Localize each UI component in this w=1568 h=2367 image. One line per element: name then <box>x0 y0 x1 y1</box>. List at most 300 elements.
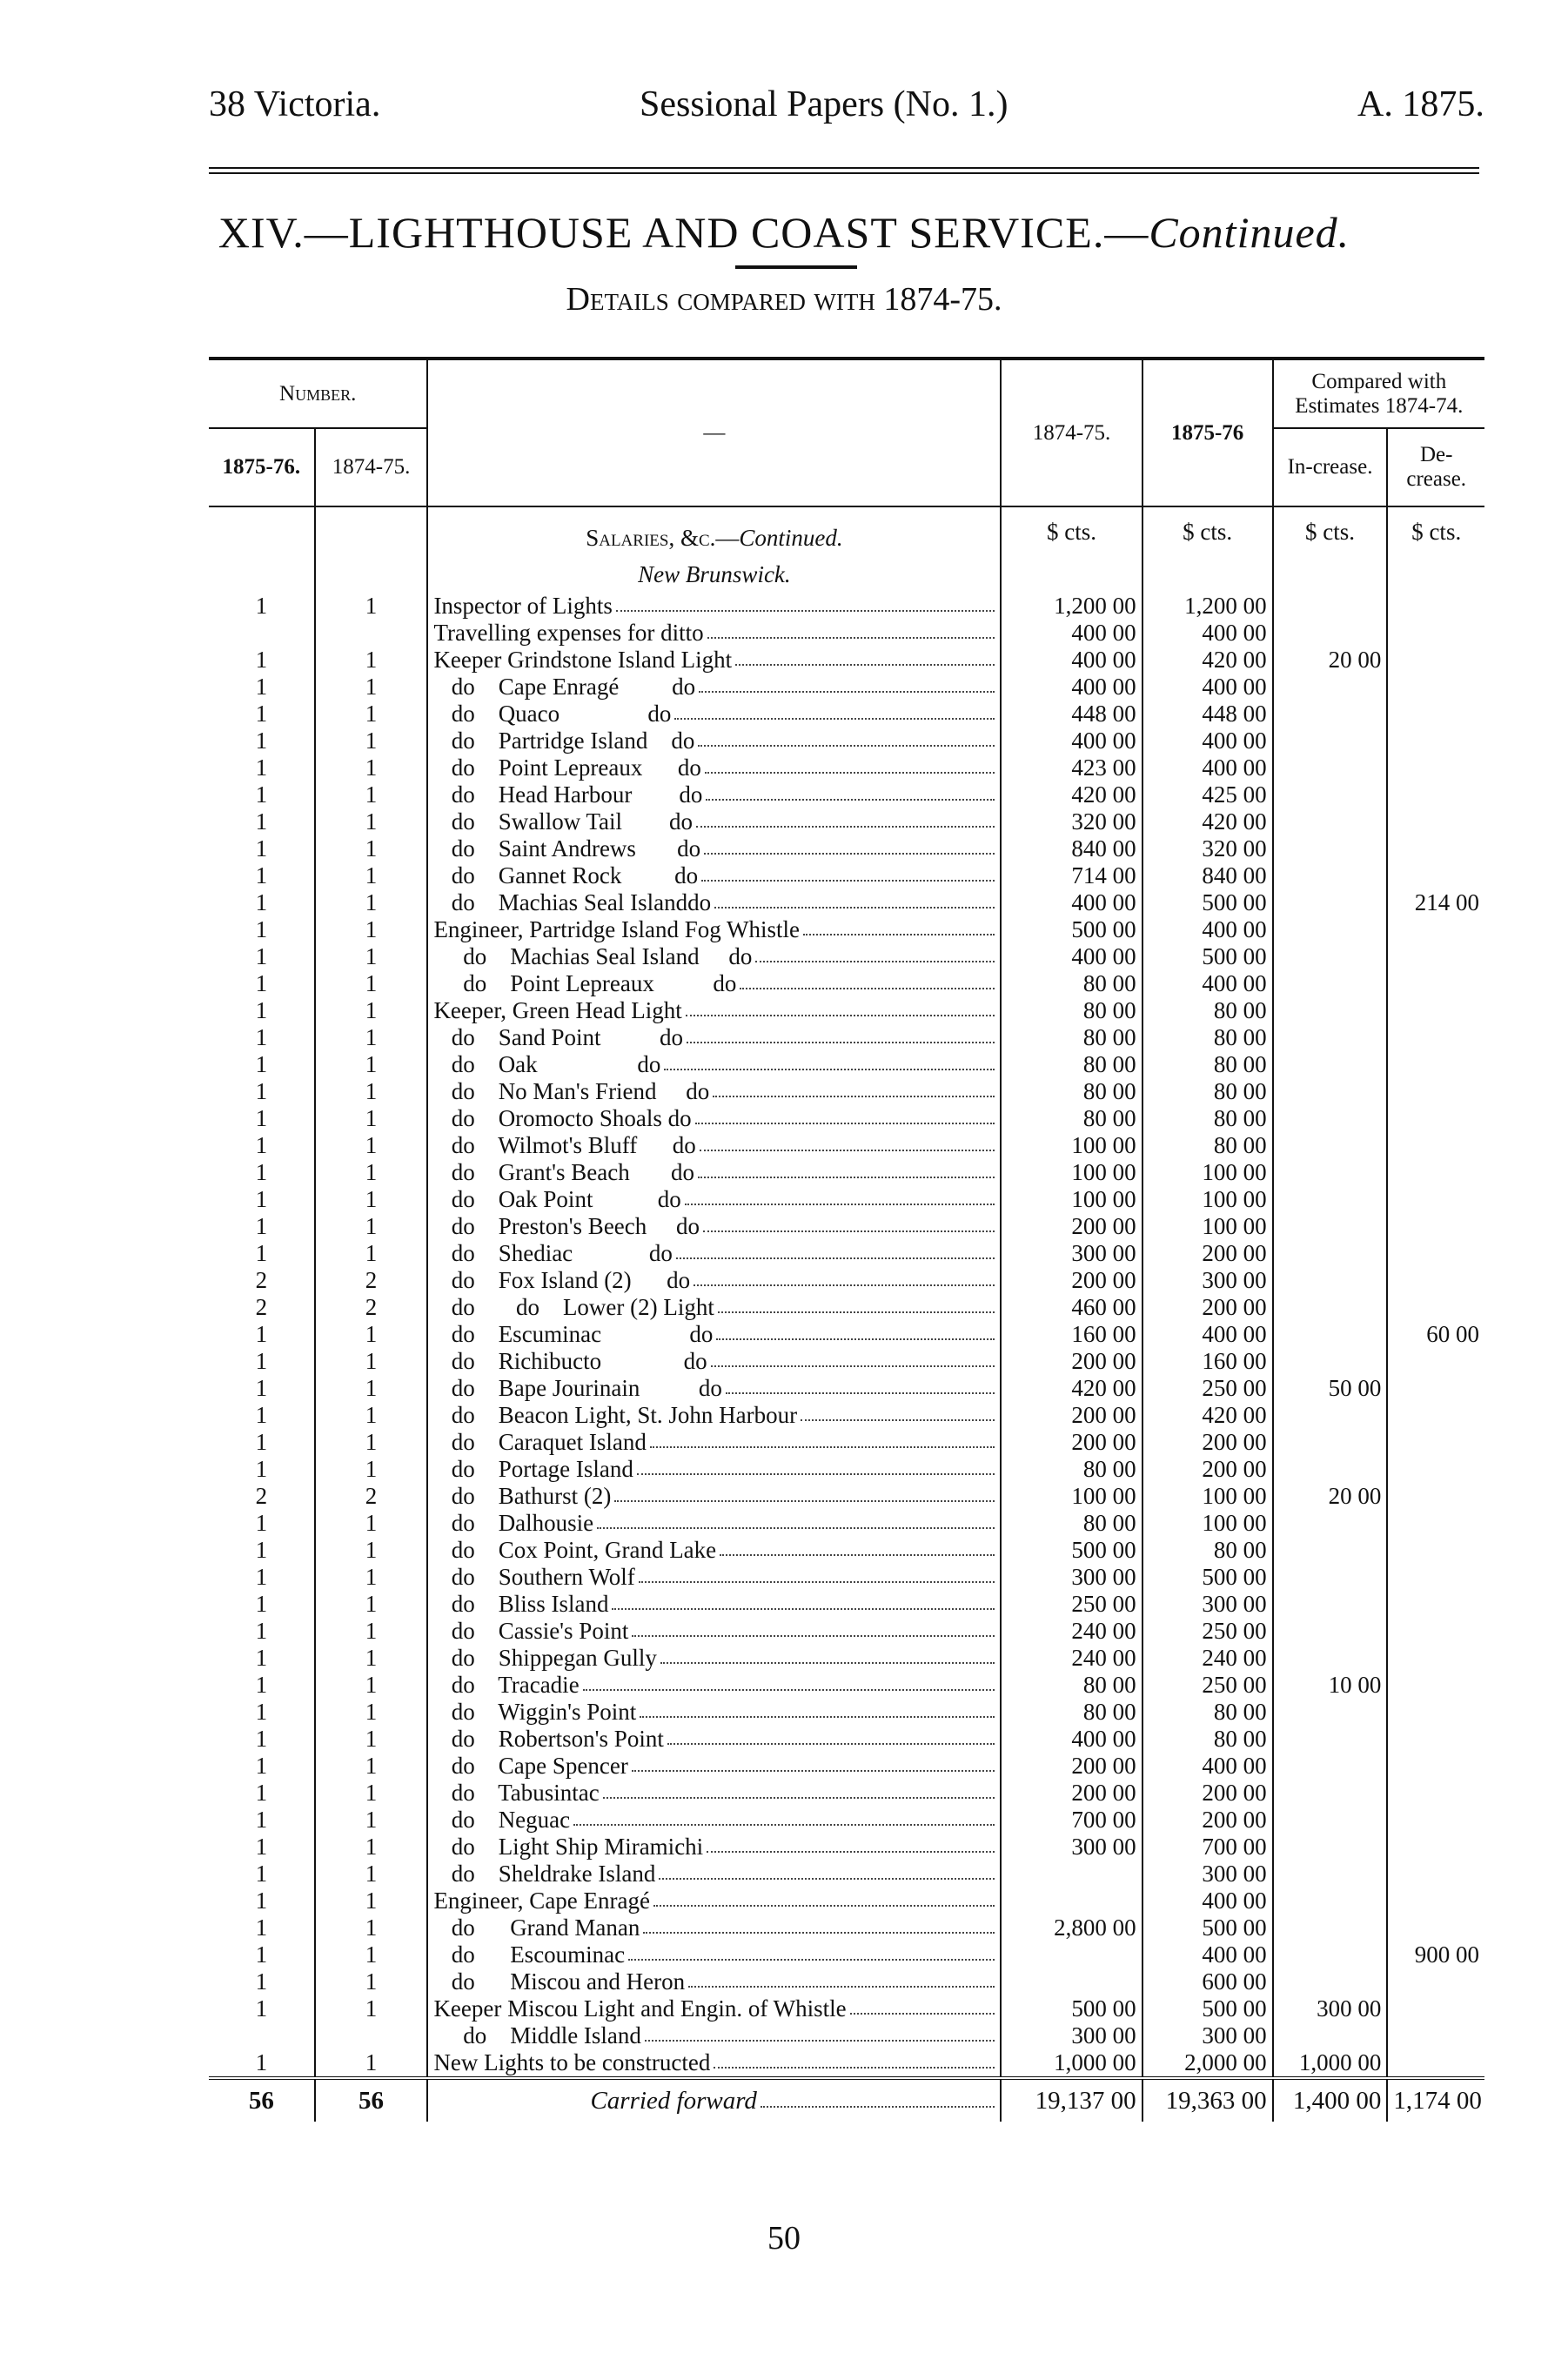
row-amount-1875-76: 240 00 <box>1142 1645 1273 1672</box>
row-amount-1875-76: 300 00 <box>1142 2022 1273 2049</box>
row-decrease <box>1387 1699 1484 1726</box>
row-number-1875-76: 1 <box>209 916 315 943</box>
row-description: Keeper Miscou Light and Engin. of Whistle <box>427 1995 1001 2022</box>
row-amount-1875-76: 80 00 <box>1142 1699 1273 1726</box>
row-number-1875-76: 1 <box>209 1753 315 1780</box>
row-number-1875-76: 1 <box>209 674 315 701</box>
row-number-1874-75: 1 <box>315 1024 428 1051</box>
section-heading-row <box>209 506 1484 556</box>
row-increase <box>1273 593 1388 620</box>
row-amount-1874-75: 423 00 <box>1001 754 1142 781</box>
row-description: do Point Lepreaux do <box>427 754 1001 781</box>
row-increase <box>1273 997 1388 1024</box>
row-description: do Richibucto do <box>427 1348 1001 1375</box>
row-amount-1874-75: 300 00 <box>1001 1240 1142 1267</box>
row-decrease <box>1387 1240 1484 1267</box>
row-amount-1874-75: 240 00 <box>1001 1618 1142 1645</box>
row-description: do Gannet Rock do <box>427 862 1001 889</box>
row-number-1874-75: 1 <box>315 1645 428 1672</box>
row-number-1874-75: 1 <box>315 808 428 835</box>
row-description: do Wiggin's Point <box>427 1699 1001 1726</box>
row-description: Travelling expenses for ditto <box>427 620 1001 647</box>
row-amount-1875-76: 80 00 <box>1142 1051 1273 1078</box>
table-row <box>209 1429 1484 1456</box>
row-amount-1875-76: 100 00 <box>1142 1213 1273 1240</box>
row-number-1875-76: 1 <box>209 1051 315 1078</box>
row-number-1875-76: 1 <box>209 808 315 835</box>
total-row <box>209 2078 1484 2122</box>
row-number-1874-75: 2 <box>315 1483 428 1510</box>
table-row <box>209 674 1484 701</box>
section-heading-continued: Continued. <box>739 524 843 551</box>
row-number-1875-76: 1 <box>209 1375 315 1402</box>
table-row <box>209 1213 1484 1240</box>
row-amount-1875-76: 700 00 <box>1142 1834 1273 1861</box>
row-increase <box>1273 1456 1388 1483</box>
row-number-1875-76: 1 <box>209 1159 315 1186</box>
row-amount-1875-76: 300 00 <box>1142 1861 1273 1888</box>
row-number-1874-75: 1 <box>315 889 428 916</box>
row-amount-1875-76: 400 00 <box>1142 1888 1273 1914</box>
row-increase: 1,000 00 <box>1273 2049 1388 2078</box>
row-increase <box>1273 1618 1388 1645</box>
row-number-1874-75: 1 <box>315 1834 428 1861</box>
row-amount-1874-75: 200 00 <box>1001 1402 1142 1429</box>
total-n76: 56 <box>209 2078 315 2122</box>
row-number-1875-76: 1 <box>209 862 315 889</box>
page-title: XIV.—LIGHTHOUSE AND COAST SERVICE.—Continued. <box>218 208 1350 257</box>
table-row <box>209 1294 1484 1321</box>
row-number-1875-76: 1 <box>209 593 315 620</box>
row-increase <box>1273 1348 1388 1375</box>
row-decrease <box>1387 1726 1484 1753</box>
row-amount-1875-76: 448 00 <box>1142 701 1273 728</box>
table-row <box>209 1753 1484 1780</box>
section-heading: Salaries, &c.— <box>586 524 740 551</box>
row-number-1875-76: 1 <box>209 1618 315 1645</box>
row-amount-1875-76: 400 00 <box>1142 1321 1273 1348</box>
row-amount-1874-75: 500 00 <box>1001 1995 1142 2022</box>
table-row <box>209 2049 1484 2078</box>
row-amount-1874-75: 500 00 <box>1001 916 1142 943</box>
row-increase <box>1273 1941 1388 1968</box>
row-decrease <box>1387 943 1484 970</box>
row-number-1874-75: 1 <box>315 943 428 970</box>
row-amount-1875-76: 80 00 <box>1142 1537 1273 1564</box>
n76-heading: 1875-76. <box>209 428 315 506</box>
table-row <box>209 754 1484 781</box>
row-amount-1874-75: 100 00 <box>1001 1186 1142 1213</box>
row-decrease <box>1387 1402 1484 1429</box>
table-row <box>209 970 1484 997</box>
row-decrease <box>1387 1132 1484 1159</box>
row-description: do Escouminac <box>427 1941 1001 1968</box>
row-decrease <box>1387 647 1484 674</box>
table-row <box>209 1510 1484 1537</box>
row-amount-1875-76: 80 00 <box>1142 997 1273 1024</box>
row-number-1875-76: 1 <box>209 970 315 997</box>
row-amount-1874-75: 200 00 <box>1001 1267 1142 1294</box>
row-amount-1875-76: 500 00 <box>1142 889 1273 916</box>
row-amount-1875-76: 2,000 00 <box>1142 2049 1273 2078</box>
table-row <box>209 1348 1484 1375</box>
row-increase <box>1273 1402 1388 1429</box>
row-number-1875-76: 1 <box>209 1995 315 2022</box>
row-number-1875-76: 1 <box>209 1348 315 1375</box>
row-amount-1875-76: 80 00 <box>1142 1726 1273 1753</box>
row-amount-1875-76: 400 00 <box>1142 754 1273 781</box>
row-number-1874-75: 2 <box>315 1267 428 1294</box>
total-v75: 19,137 00 <box>1001 2078 1142 2122</box>
row-amount-1874-75: 400 00 <box>1001 889 1142 916</box>
row-description: do Bape Jourinain do <box>427 1375 1001 1402</box>
row-number-1874-75: 2 <box>315 1294 428 1321</box>
row-number-1874-75: 1 <box>315 862 428 889</box>
table-row <box>209 1672 1484 1699</box>
row-number-1875-76 <box>209 2022 315 2049</box>
row-number-1874-75: 1 <box>315 1348 428 1375</box>
row-decrease <box>1387 1537 1484 1564</box>
table-header <box>209 359 1484 506</box>
row-increase <box>1273 1699 1388 1726</box>
row-amount-1875-76: 80 00 <box>1142 1078 1273 1105</box>
row-number-1875-76: 1 <box>209 1321 315 1348</box>
row-number-1874-75: 1 <box>315 1456 428 1483</box>
row-amount-1874-75 <box>1001 1888 1142 1914</box>
row-number-1875-76: 1 <box>209 1132 315 1159</box>
row-number-1874-75: 1 <box>315 1888 428 1914</box>
ledger-table <box>209 357 1484 2122</box>
row-amount-1875-76: 100 00 <box>1142 1186 1273 1213</box>
row-decrease <box>1387 1591 1484 1618</box>
row-number-1875-76: 1 <box>209 1699 315 1726</box>
row-amount-1874-75: 2,800 00 <box>1001 1914 1142 1941</box>
row-number-1875-76: 1 <box>209 997 315 1024</box>
row-description: do Portage Island <box>427 1456 1001 1483</box>
row-number-1875-76: 1 <box>209 1941 315 1968</box>
row-description: do Point Lepreaux do <box>427 970 1001 997</box>
row-amount-1874-75: 400 00 <box>1001 674 1142 701</box>
row-description: do Preston's Beech do <box>427 1213 1001 1240</box>
row-amount-1875-76: 600 00 <box>1142 1968 1273 1995</box>
table-row <box>209 1051 1484 1078</box>
row-number-1874-75: 1 <box>315 674 428 701</box>
province-row <box>209 556 1484 593</box>
table-row <box>209 1941 1484 1968</box>
row-amount-1874-75: 80 00 <box>1001 997 1142 1024</box>
row-decrease <box>1387 2022 1484 2049</box>
row-decrease <box>1387 1213 1484 1240</box>
row-number-1874-75: 1 <box>315 1132 428 1159</box>
table-row <box>209 1780 1484 1807</box>
row-amount-1874-75: 100 00 <box>1001 1483 1142 1510</box>
row-decrease <box>1387 674 1484 701</box>
row-increase <box>1273 916 1388 943</box>
row-decrease <box>1387 1348 1484 1375</box>
row-description: do Cape Spencer <box>427 1753 1001 1780</box>
row-number-1875-76: 1 <box>209 1888 315 1914</box>
row-decrease <box>1387 1618 1484 1645</box>
row-decrease <box>1387 1105 1484 1132</box>
row-amount-1874-75: 100 00 <box>1001 1132 1142 1159</box>
increase-heading: In-crease. <box>1273 428 1388 506</box>
row-amount-1875-76: 80 00 <box>1142 1024 1273 1051</box>
row-increase <box>1273 2022 1388 2049</box>
row-description: do Southern Wolf <box>427 1564 1001 1591</box>
row-amount-1875-76: 400 00 <box>1142 916 1273 943</box>
row-description: do Neguac <box>427 1807 1001 1834</box>
row-decrease <box>1387 835 1484 862</box>
row-number-1875-76: 1 <box>209 1186 315 1213</box>
row-number-1875-76: 1 <box>209 2049 315 2078</box>
row-description: do Light Ship Miramichi <box>427 1834 1001 1861</box>
row-amount-1875-76: 500 00 <box>1142 1914 1273 1941</box>
row-number-1874-75: 1 <box>315 1968 428 1995</box>
row-increase <box>1273 1834 1388 1861</box>
row-number-1874-75: 1 <box>315 1564 428 1591</box>
total-v76: 19,363 00 <box>1142 2078 1273 2122</box>
row-increase <box>1273 970 1388 997</box>
row-amount-1875-76: 200 00 <box>1142 1807 1273 1834</box>
row-number-1874-75: 1 <box>315 2049 428 2078</box>
row-number-1874-75: 1 <box>315 754 428 781</box>
table-row <box>209 1456 1484 1483</box>
row-decrease <box>1387 1861 1484 1888</box>
row-description: do Quaco do <box>427 701 1001 728</box>
row-increase <box>1273 862 1388 889</box>
row-decrease <box>1387 1753 1484 1780</box>
row-decrease <box>1387 1483 1484 1510</box>
row-description: do Escuminac do <box>427 1321 1001 1348</box>
row-number-1874-75: 1 <box>315 1861 428 1888</box>
row-increase <box>1273 808 1388 835</box>
table-row <box>209 781 1484 808</box>
row-amount-1874-75: 714 00 <box>1001 862 1142 889</box>
row-description: do Dalhousie <box>427 1510 1001 1537</box>
row-increase <box>1273 1051 1388 1078</box>
row-amount-1875-76: 200 00 <box>1142 1240 1273 1267</box>
row-amount-1875-76: 300 00 <box>1142 1591 1273 1618</box>
row-number-1874-75: 1 <box>315 1213 428 1240</box>
row-description: Keeper Grindstone Island Light <box>427 647 1001 674</box>
row-number-1874-75: 1 <box>315 1941 428 1968</box>
row-increase <box>1273 1321 1388 1348</box>
row-decrease <box>1387 862 1484 889</box>
row-number-1874-75: 1 <box>315 835 428 862</box>
row-amount-1874-75: 80 00 <box>1001 1699 1142 1726</box>
header-right: A. 1875. <box>1357 84 1484 124</box>
table-row <box>209 943 1484 970</box>
row-number-1874-75: 1 <box>315 1159 428 1186</box>
page-number: 50 <box>767 2220 801 2256</box>
row-amount-1875-76: 420 00 <box>1142 647 1273 674</box>
row-description: Keeper, Green Head Light <box>427 997 1001 1024</box>
row-amount-1875-76: 200 00 <box>1142 1456 1273 1483</box>
number-heading: Number. <box>209 359 427 428</box>
row-decrease: 214 00 <box>1414 889 1479 915</box>
title-dash <box>735 265 857 269</box>
row-description: Engineer, Cape Enragé <box>427 1888 1001 1914</box>
row-number-1874-75: 1 <box>315 1753 428 1780</box>
row-number-1875-76: 1 <box>209 1537 315 1564</box>
row-number-1875-76: 1 <box>209 1024 315 1051</box>
row-amount-1874-75: 500 00 <box>1001 1537 1142 1564</box>
row-amount-1875-76: 425 00 <box>1142 781 1273 808</box>
table-row <box>209 1267 1484 1294</box>
row-increase <box>1273 1429 1388 1456</box>
total-label-cell <box>427 2078 1001 2122</box>
n75-heading: 1874-75. <box>315 428 428 506</box>
row-increase <box>1273 1186 1388 1213</box>
row-amount-1874-75: 840 00 <box>1001 835 1142 862</box>
row-description: do Cox Point, Grand Lake <box>427 1537 1001 1564</box>
row-description: do Middle Island <box>427 2022 1001 2049</box>
row-amount-1875-76: 250 00 <box>1142 1375 1273 1402</box>
row-description: do Machias Seal Island do <box>427 943 1001 970</box>
table-row <box>209 808 1484 835</box>
row-increase <box>1273 674 1388 701</box>
row-decrease <box>1387 1051 1484 1078</box>
row-increase <box>1273 1888 1388 1914</box>
row-description: do Oak Point do <box>427 1186 1001 1213</box>
row-amount-1875-76: 500 00 <box>1142 943 1273 970</box>
row-number-1875-76: 1 <box>209 1807 315 1834</box>
table-row <box>209 620 1484 647</box>
row-number-1875-76: 1 <box>209 1968 315 1995</box>
row-decrease <box>1387 808 1484 835</box>
description-heading: — <box>427 359 1001 506</box>
row-number-1874-75: 1 <box>315 916 428 943</box>
row-amount-1874-75: 1,000 00 <box>1001 2049 1142 2078</box>
row-description: do Sheldrake Island <box>427 1861 1001 1888</box>
row-amount-1875-76: 840 00 <box>1142 862 1273 889</box>
row-increase <box>1273 1861 1388 1888</box>
row-decrease <box>1387 701 1484 728</box>
row-amount-1874-75: 200 00 <box>1001 1429 1142 1456</box>
row-decrease <box>1387 781 1484 808</box>
row-number-1874-75: 1 <box>315 781 428 808</box>
row-number-1875-76: 1 <box>209 1078 315 1105</box>
row-amount-1875-76: 80 00 <box>1142 1105 1273 1132</box>
row-number-1875-76: 2 <box>209 1267 315 1294</box>
row-number-1874-75: 1 <box>315 701 428 728</box>
row-amount-1874-75 <box>1001 1941 1142 1968</box>
row-number-1875-76: 1 <box>209 781 315 808</box>
row-increase <box>1273 835 1388 862</box>
row-decrease <box>1387 1456 1484 1483</box>
row-description: do Partridge Island do <box>427 728 1001 754</box>
row-number-1875-76 <box>209 620 315 647</box>
row-increase: 300 00 <box>1273 1995 1388 2022</box>
table-row <box>209 1888 1484 1914</box>
row-number-1875-76: 1 <box>209 647 315 674</box>
row-description: do Swallow Tail do <box>427 808 1001 835</box>
row-amount-1875-76: 1,200 00 <box>1142 593 1273 620</box>
row-amount-1874-75: 80 00 <box>1001 1510 1142 1537</box>
row-amount-1875-76: 100 00 <box>1142 1483 1273 1510</box>
row-amount-1874-75: 80 00 <box>1001 970 1142 997</box>
row-amount-1874-75: 80 00 <box>1001 1672 1142 1699</box>
row-number-1874-75: 1 <box>315 1051 428 1078</box>
row-number-1875-76: 2 <box>209 1294 315 1321</box>
row-number-1875-76: 1 <box>209 754 315 781</box>
table-row <box>209 1699 1484 1726</box>
row-number-1875-76: 1 <box>209 1591 315 1618</box>
row-description: do Machias Seal Islanddo <box>427 889 1001 916</box>
table-row <box>209 1159 1484 1186</box>
row-number-1874-75: 1 <box>315 1375 428 1402</box>
row-amount-1874-75: 300 00 <box>1001 1834 1142 1861</box>
row-increase <box>1273 1267 1388 1294</box>
row-amount-1875-76: 200 00 <box>1142 1294 1273 1321</box>
row-decrease <box>1387 1267 1484 1294</box>
row-amount-1875-76: 250 00 <box>1142 1618 1273 1645</box>
table-row <box>209 1186 1484 1213</box>
row-number-1874-75: 1 <box>315 1105 428 1132</box>
row-increase <box>1273 1132 1388 1159</box>
row-decrease <box>1387 754 1484 781</box>
row-increase <box>1273 1510 1388 1537</box>
row-description: do Cassie's Point <box>427 1618 1001 1645</box>
table-row <box>209 701 1484 728</box>
row-description: do Shediac do <box>427 1240 1001 1267</box>
row-number-1874-75: 1 <box>315 728 428 754</box>
row-decrease <box>1387 1078 1484 1105</box>
row-increase <box>1273 1078 1388 1105</box>
table-row <box>209 1591 1484 1618</box>
row-increase <box>1273 1213 1388 1240</box>
row-amount-1875-76: 200 00 <box>1142 1780 1273 1807</box>
row-number-1874-75: 1 <box>315 1618 428 1645</box>
table-row <box>209 728 1484 754</box>
unit-v76: $ cts. <box>1142 506 1273 556</box>
row-description: New Lights to be constructed <box>427 2049 1001 2078</box>
total-inc: 1,400 00 <box>1273 2078 1388 2122</box>
row-number-1874-75: 1 <box>315 1402 428 1429</box>
row-number-1874-75: 1 <box>315 1995 428 2022</box>
row-amount-1874-75: 160 00 <box>1001 1321 1142 1348</box>
row-amount-1874-75: 1,200 00 <box>1001 593 1142 620</box>
row-amount-1875-76: 200 00 <box>1142 1429 1273 1456</box>
header-rule <box>209 167 1479 169</box>
row-decrease <box>1387 1914 1484 1941</box>
row-description: do Grand Manan <box>427 1914 1001 1941</box>
row-increase <box>1273 1807 1388 1834</box>
row-amount-1875-76: 80 00 <box>1142 1132 1273 1159</box>
row-decrease <box>1387 1510 1484 1537</box>
row-description: do Miscou and Heron <box>427 1968 1001 1995</box>
row-description: do Oromocto Shoals do <box>427 1105 1001 1132</box>
row-number-1874-75: 1 <box>315 1726 428 1753</box>
row-number-1875-76: 1 <box>209 1914 315 1941</box>
row-amount-1874-75: 80 00 <box>1001 1105 1142 1132</box>
row-increase <box>1273 1159 1388 1186</box>
row-increase <box>1273 1294 1388 1321</box>
row-decrease <box>1387 728 1484 754</box>
row-increase: 10 00 <box>1273 1672 1388 1699</box>
row-amount-1874-75: 400 00 <box>1001 620 1142 647</box>
row-number-1875-76: 2 <box>209 1483 315 1510</box>
row-amount-1874-75: 80 00 <box>1001 1051 1142 1078</box>
unit-dec: $ cts. <box>1411 518 1462 545</box>
row-amount-1875-76: 100 00 <box>1142 1510 1273 1537</box>
row-amount-1874-75: 80 00 <box>1001 1456 1142 1483</box>
row-amount-1875-76: 100 00 <box>1142 1159 1273 1186</box>
table-row <box>209 1618 1484 1645</box>
table-row <box>209 1564 1484 1591</box>
row-description: do No Man's Friend do <box>427 1078 1001 1105</box>
table-row <box>209 1078 1484 1105</box>
